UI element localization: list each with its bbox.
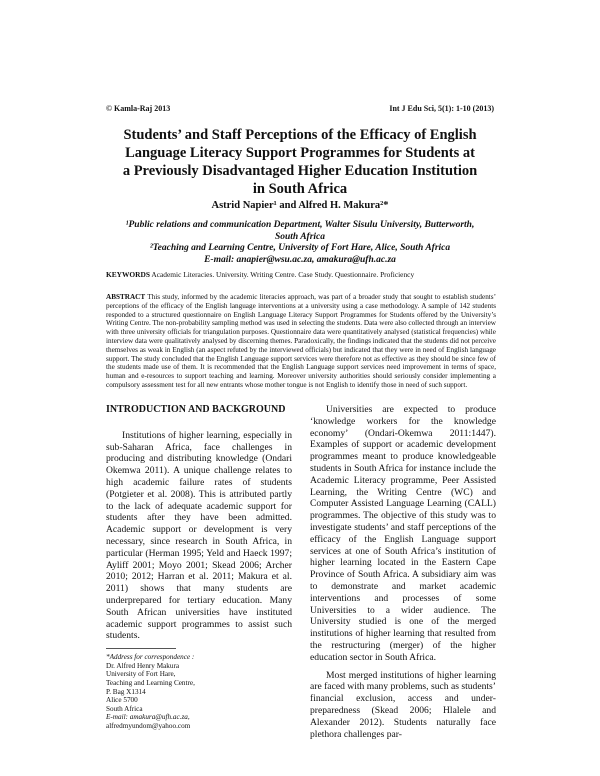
footnote-line: South Africa (106, 704, 143, 713)
keywords (106, 270, 496, 279)
footnote-line: alfredmyundom@yahoo.com (106, 721, 191, 730)
intro-paragraph-3: Most merged institutions of higher learning are faced with many problems, such as students’ financial exclusion, access and under-preparedness (Skead 2006; Hlalele and Alexander 2012). Students naturally face plethora challenges par- (310, 669, 496, 740)
footnote-line: Dr. Alfred Henry Makura (106, 661, 180, 670)
affiliation-2: ²Teaching and Learning Centre, University of Fort Hare, Alice, South Africa (149, 243, 451, 253)
footnote-line: University of Fort Hare, (106, 670, 176, 679)
correspondence-footnote (106, 653, 292, 730)
affiliation-email: E-mail: anapier@wsu.ac.za, amakura@ufh.ac.za (204, 254, 396, 265)
keywords-label: KEYWORDS (106, 270, 150, 279)
footnote-divider (106, 648, 176, 649)
right-column (310, 404, 496, 740)
journal-copyright: © Kamla-Raj 2013 (106, 104, 171, 113)
footnote-line: *Address for correspondence : (106, 653, 195, 662)
keywords-text: Academic Literacies. University. Writing Centre. Case Study. Questionnaire. Proficiency (149, 270, 415, 279)
footnote-line: E-mail: amakura@ufh.ac.za, (106, 713, 190, 722)
footnote-line: Teaching and Learning Centre, (106, 678, 195, 687)
abstract-text: This study, informed by the academic literacies approach, was part of a broader study that sought to establish students’ perceptions of the efficacy of the English language interventions at a university using a case methodology. A sample of 142 students responded to a structured questionnaire on English Language Literacy Support Programmes for Students offered by the University’s Writing Centre. The non-probability sampling method was used in selecting the students. Data were also collected through an interview with three university officials for triangulation purposes. Questionnaire data were quantitatively analysed (statistical frequencies) while interview data were qualitatively analysed by discerning themes. Paradoxically, the findings indicated that the students did not perceive themselves as weak in English (an aspect refuted by the interviewed officials) but indicated that they were in need of English language support. The study concluded that the English Language support services were therefore not as effective as they should be since few of the students made use of them. It is recommended that the English Language support services need improvement in terms of space, human and e-resources to support teaching and learning. Moreover university authorities should seriously consider implementing a compulsory assessment test for all new entrants whose mother tongue is not English to identify those in need of such support. (106, 293, 496, 389)
intro-paragraph-2: Universities are expected to produce ‘knowledge workers for the knowledge economy’ (Ondari-Okemwa 2011:1447). Examples of support or academic development programmes meant to produce knowledgeable students in South Africa for instance include the Academic Literacy programme, Peer Assisted Learning, the Writing Centre (WC) and Computer Assisted Language Learning (CALL) programmes. The objective of this study was to investigate students’ and staff perceptions of the efficacy of the English Language support services at one of South Africa’s institution of higher learning located in the Eastern Cape Province of South Africa. A subsidiary aim was to demonstrate and market academic interventions and processes of some Universities to a wider audience. The University studied is one of the merged institutions of higher learning that resulted from the restructuring (merger) of the higher education sector in South Africa. (310, 404, 496, 663)
affiliations (120, 220, 480, 266)
abstract-label: ABSTRACT (106, 293, 146, 301)
paper-title: Students’ and Staff Perceptions of the Efficacy of English Language Literacy Support Programmes for Students at a Previously Disadvantaged Higher Education Institution in South Africa (122, 127, 478, 197)
footnote-line: Alice 5700 (106, 696, 138, 705)
left-column (106, 404, 292, 730)
abstract (106, 293, 496, 390)
intro-paragraph-1: Institutions of higher learning, especially in sub-Saharan Africa, face challenges in producing and distributing knowledge (Ondari Okemwa 2011). A unique challenge relates to high academic failure rates of students (Potgieter et al. 2008). This is attributed partly to the lack of adequate academic support for students after they have been admitted. Academic support or development is very necessary, since research in South Africa, in particular (Herman 1995; Yeld and Haeck 1997; Ayliff 2001; Moyo 2001; Skead 2006; Archer 2010; 2012; Harran et al. 2011; Makura et al. 2011) shows that many students are underprepared for tertiary education. Many South African universities have instituted academic support programmes to assist such students. (106, 429, 292, 642)
authors: Astrid Napier¹ and Alfred H. Makura²* (211, 200, 389, 211)
affiliation-1: ¹Public relations and communication Department, Walter Sisulu University, Butterworth, South Africa (125, 220, 475, 242)
journal-citation: Int J Edu Sci, 5(1): 1-10 (2013) (389, 104, 494, 113)
section-heading: INTRODUCTION AND BACKGROUND (106, 404, 286, 415)
footnote-line: P. Bag X1314 (106, 687, 146, 696)
